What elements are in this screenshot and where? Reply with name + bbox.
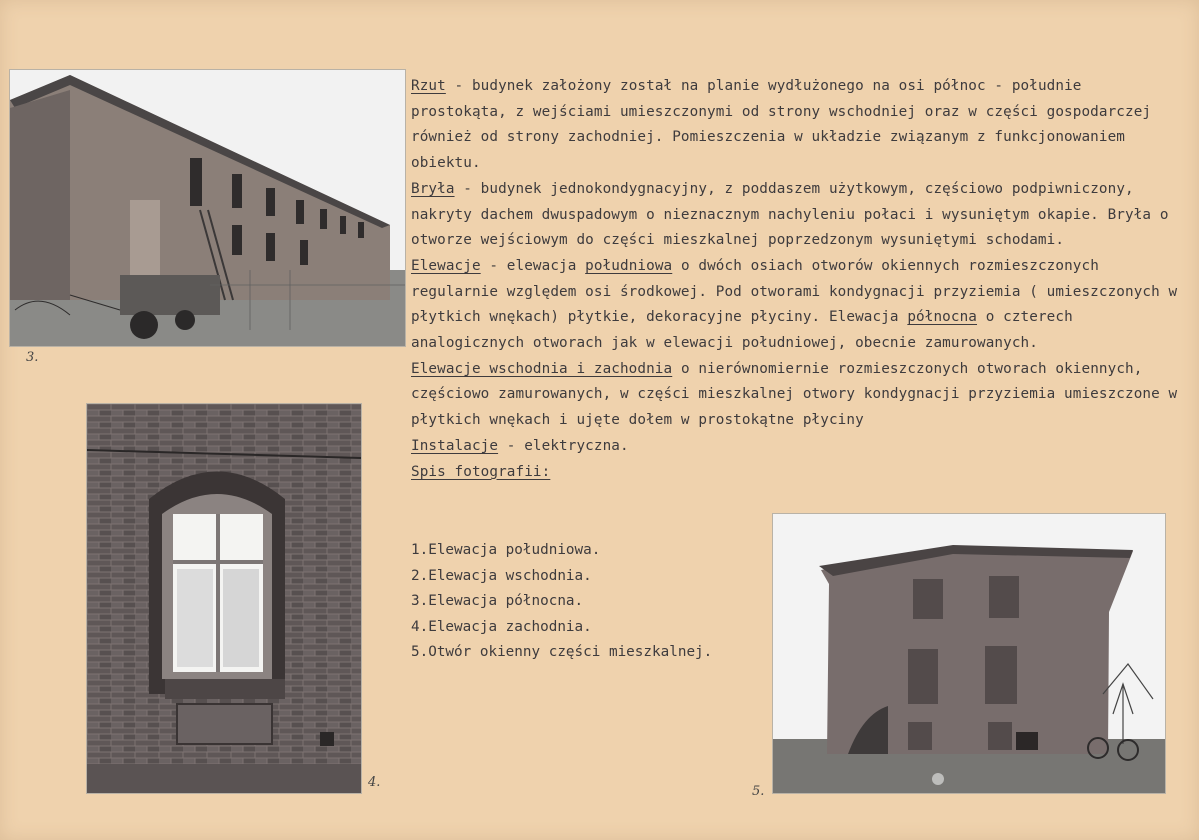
photo-north-elevation xyxy=(9,69,406,347)
term-bryla: Bryła xyxy=(411,180,455,197)
paragraph-instalacje xyxy=(411,434,1181,460)
text-elewacje: o dwóch osiach otworów okiennych rozmieszczonych regularnie względem osi środkowej. Pod otworami kondygnacji przyziemia ( umieszczonych w płytkich wnękach) płytkie, dekoracyjne płyciny. xyxy=(411,257,1178,326)
photo-list xyxy=(411,538,712,666)
photo-south-elevation xyxy=(772,513,1166,794)
photo-list-title-text: Spis fotografii: xyxy=(411,463,551,480)
paragraph-rzut xyxy=(411,74,1181,177)
paragraph-elewacje-wz xyxy=(411,357,1181,434)
photo-list-item: 4.Elewacja zachodnia. xyxy=(411,618,592,635)
building-photo-image xyxy=(10,70,405,346)
term-polnocna: północna xyxy=(907,309,978,326)
photo-list-title xyxy=(411,460,1181,486)
term-elewacje: Elewacje xyxy=(411,257,481,274)
text-elewacja-polnocna: o czterech analogicznych otworach jak w elewacji południowej, obecnie zamurowanych. xyxy=(411,309,1073,352)
photo-list-item: 1.Elewacja południowa. xyxy=(411,542,601,558)
term-poludniowa: południowa xyxy=(585,257,673,274)
term-elewacje-wz: Elewacje wschodnia i zachodnia xyxy=(411,360,673,377)
window-photo-image xyxy=(87,404,361,793)
elevation-photo-image xyxy=(773,514,1165,793)
photo-window-closeup xyxy=(86,403,362,794)
photo-list-item: 5.Otwór okienny części mieszkalnej. xyxy=(411,644,713,661)
photo-list-item: 3.Elewacja północna. xyxy=(411,593,584,610)
text-elewacja-pre: Elewacja xyxy=(828,309,908,326)
text-rzut: - budynek założony został na planie wydłużonego na osi północ - południe prostokąta, z wejściami umieszczonymi od strony wschodniej oraz w części gospodarczej również od strony zachodniej. Pomieszczenia w układzie związanym z funkcjonowaniem obiektu. xyxy=(411,78,1152,172)
description-text xyxy=(411,74,1181,485)
photo-number-5: 5. xyxy=(752,784,765,799)
text-elewacje-wz: o nierównomiernie rozmieszczonych otworach okiennych, częściowo zamurowanych, w części mieszkalnej otwory kondygnacji przyziemia umieszczone w płytkich wnękach i ujęte dołem w prostokątne płyciny xyxy=(411,360,1178,429)
photo-list-item: 2.Elewacja wschodnia. xyxy=(411,567,592,584)
photo-number-3: 3. xyxy=(26,350,39,365)
text-bryla: - budynek jednokondygnacyjny, z poddaszem użytkowym, częściowo podpiwniczony, nakryty dachem dwuspadowym o nieznacznym nachyleniu połaci i wysuniętym okapie. Bryła o otworze wejściowym do części mieszkalnej poprzedzonym wysuniętymi schodami. xyxy=(411,180,1169,249)
paragraph-bryla xyxy=(411,177,1181,254)
paragraph-elewacje xyxy=(411,254,1181,357)
term-rzut: Rzut xyxy=(411,78,446,94)
text-instalacje: - elektryczna. xyxy=(498,437,629,454)
text-elewacje-pre: - elewacja xyxy=(480,257,586,274)
term-instalacje: Instalacje xyxy=(411,437,499,454)
photo-number-4: 4. xyxy=(368,775,381,790)
